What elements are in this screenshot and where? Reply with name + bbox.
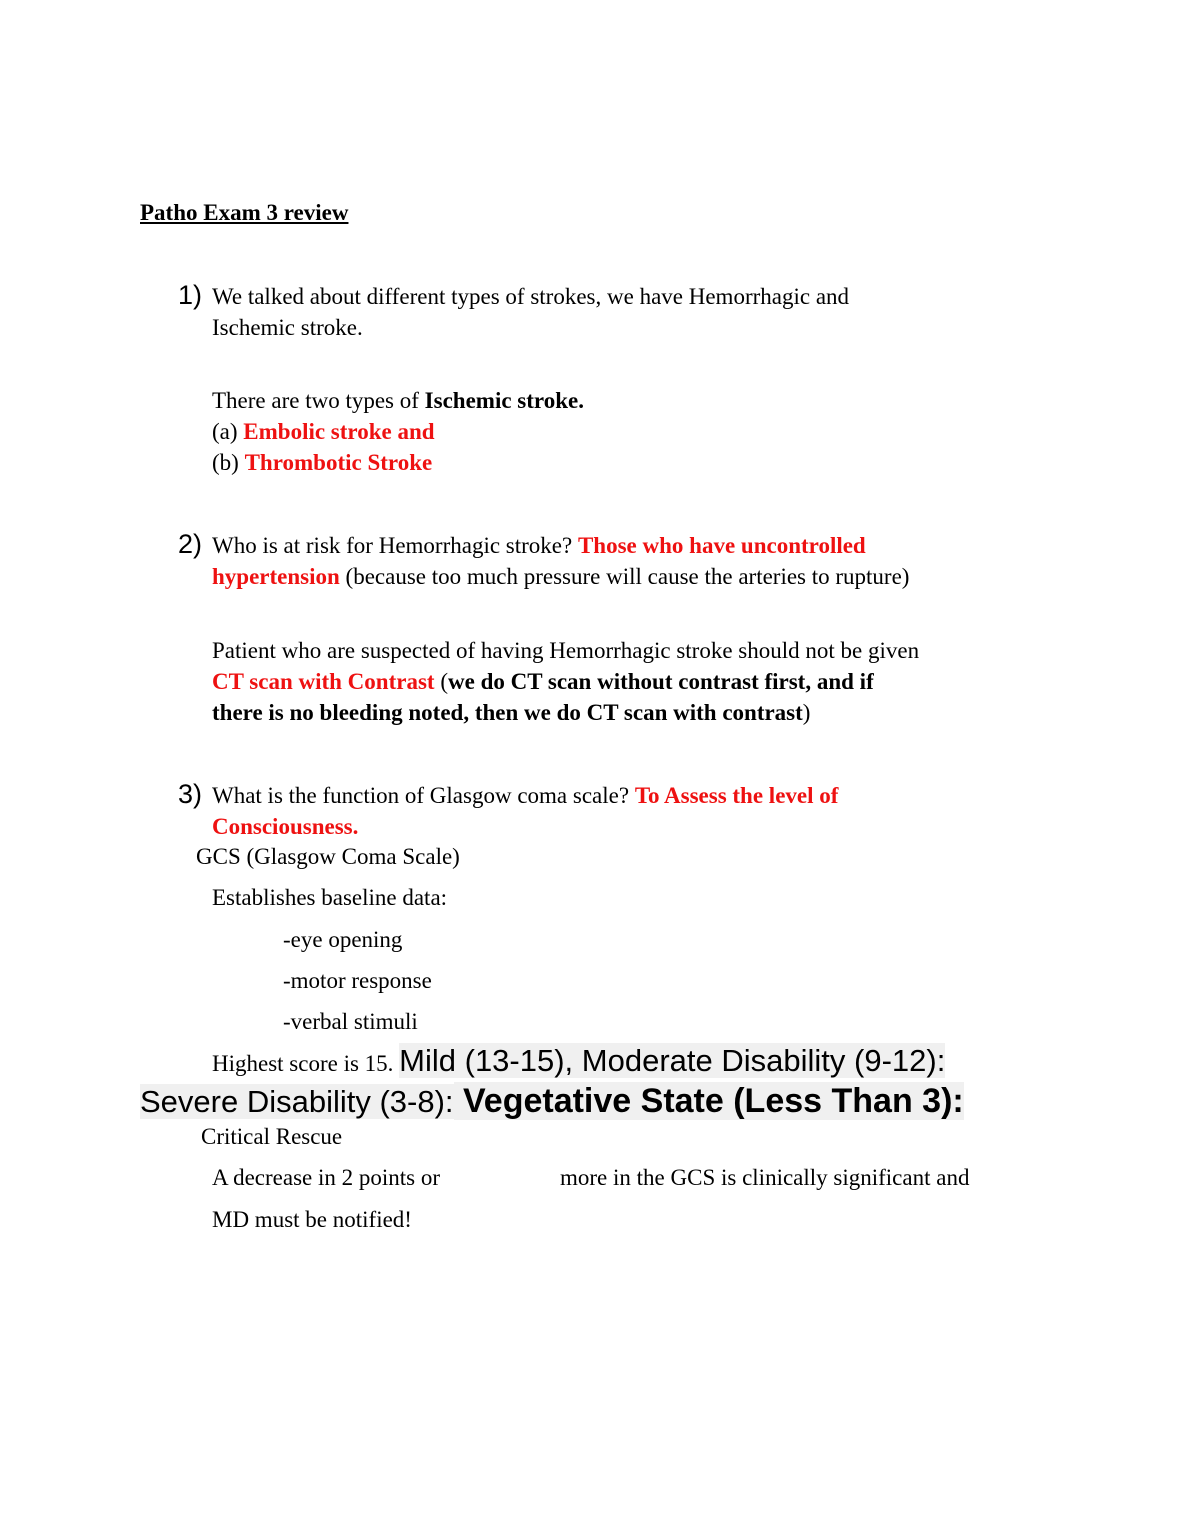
highest-score-text: Highest score is 15.: [212, 1051, 400, 1076]
ct-bold-1: we do CT scan without contrast first, and if: [448, 669, 874, 694]
list-item-verbal: -verbal stimuli: [283, 1009, 418, 1034]
highest-score-line: [212, 1044, 945, 1081]
mild-moderate-range: Mild (13-15), Moderate Disability (9-12):: [399, 1043, 946, 1078]
vegetative-range: Vegetative State (Less Than 3):: [453, 1082, 964, 1120]
notify-md: MD must be notified!: [212, 1207, 412, 1232]
ct-paragraph-line-2: [212, 668, 874, 696]
ct-open-paren: (: [434, 669, 448, 694]
question-2-answer-1: Those who have uncontrolled: [577, 533, 866, 558]
question-1-line-2: Ischemic stroke.: [212, 315, 363, 340]
question-3-number: 3): [178, 779, 203, 809]
gcs-heading: GCS (Glasgow Coma Scale): [196, 844, 460, 869]
ct-close-paren: ): [802, 700, 811, 725]
question-3-line-1: [212, 782, 838, 810]
question-3-answer-1: To Assess the level of: [634, 783, 839, 808]
list-item-motor: -motor response: [283, 968, 432, 993]
ct-contrast-red: CT scan with Contrast: [212, 669, 435, 694]
embolic-item: [212, 418, 435, 446]
severity-line: [140, 1082, 964, 1124]
question-2-answer-2: hypertension: [212, 564, 340, 589]
embolic-text: Embolic stroke and: [243, 419, 435, 444]
ct-paragraph-line-3: [212, 699, 810, 727]
question-3-line-2: [212, 813, 358, 841]
page-title: Patho Exam 3 review: [140, 200, 349, 225]
ischemic-types-prefix: There are two types of: [212, 388, 425, 413]
ischemic-types-intro: [212, 387, 584, 415]
question-2-line-1: [212, 532, 866, 560]
critical-rescue: Critical Rescue: [201, 1124, 343, 1149]
ct-bold-2: there is no bleeding noted, then we do CT scan with contrast: [212, 700, 803, 725]
thrombotic-item: [212, 449, 432, 477]
decrease-line-b: more in the GCS is clinically significant and: [560, 1165, 970, 1190]
baseline-data: Establishes baseline data:: [212, 885, 448, 910]
embolic-label: (a): [212, 419, 244, 444]
ct-paragraph-line-1: Patient who are suspected of having Hemorrhagic stroke should not be given: [212, 638, 920, 663]
list-item-eye: -eye opening: [283, 927, 403, 952]
question-2-reason: (because too much pressure will cause the arteries to rupture): [339, 564, 910, 589]
thrombotic-text: Thrombotic Stroke: [244, 450, 433, 475]
severe-range: Severe Disability (3-8):: [140, 1084, 454, 1119]
question-2-number: 2): [178, 529, 203, 559]
ischemic-types-bold: Ischemic stroke.: [424, 388, 584, 413]
question-3-answer-2: Consciousness.: [212, 814, 359, 839]
question-1-number: 1): [178, 280, 203, 310]
thrombotic-label: (b): [212, 450, 245, 475]
question-1-line-1: We talked about different types of strokes, we have Hemorrhagic and: [212, 284, 850, 309]
question-2-line-2: [212, 563, 909, 591]
decrease-line-a: A decrease in 2 points or: [212, 1165, 441, 1190]
question-3-text: What is the function of Glasgow coma scale?: [212, 783, 635, 808]
question-2-text: Who is at risk for Hemorrhagic stroke?: [212, 533, 578, 558]
